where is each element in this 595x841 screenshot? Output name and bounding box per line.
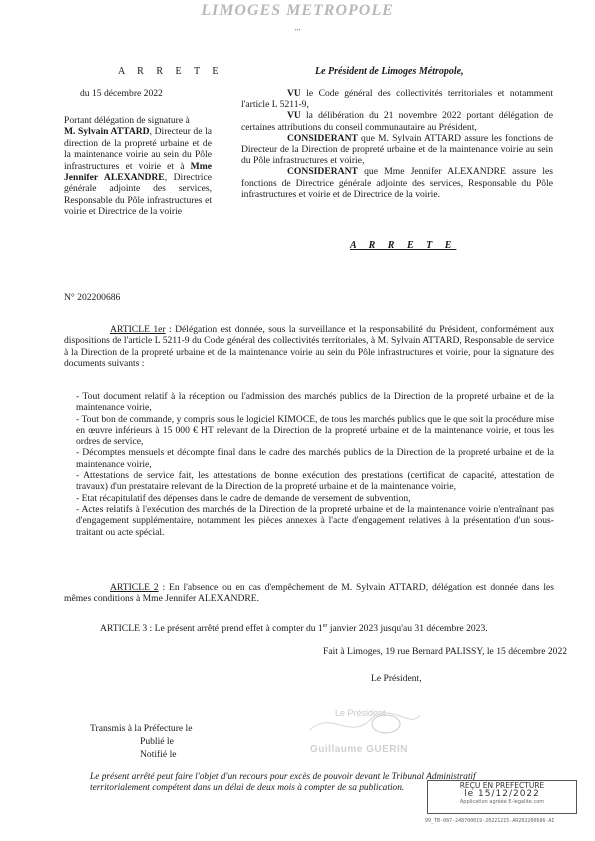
list-item: - Attestations de service fait, les attestations de bonne exécution des prestations (certificat de capacité, attestation de travaux) d'un prestataire relevant de la Direction de la propreté urbaine et de la maintenance voirie,: [76, 470, 554, 493]
considerant-label: CONSIDERANT: [287, 166, 358, 178]
considerant-text: que M. Sylvain ATTARD assure les fonctions de Directeur de la Direction de propreté urbaine et de la maintenance voirie au sein du Pôle infrastructures et voirie,: [241, 132, 553, 167]
arrete-heading-right: A R R E T E: [350, 240, 457, 251]
signature-stamp-label: Le Président: [335, 708, 386, 718]
place-and-date: Fait à Limoges, 19 rue Bernard PALISSY, le 15 décembre 2022: [323, 646, 568, 657]
article-1-label: ARTICLE 1er: [110, 324, 166, 335]
header-mark: •••: [294, 28, 301, 34]
article-3-sup: er: [322, 623, 328, 629]
person2-name: Mme Jennifer ALEXANDRE: [64, 160, 212, 184]
signatory-title: Le Président,: [371, 673, 422, 684]
article-1-text: : Délégation est donnée, sous la surveillance et la responsabilité du Président, conformément aux dispositions de l'article L 5211-9 du Code général des collectivités territoriales, à M. Sylvain ATTARD, Responsable de service à la Direction de la propreté urbaine et de la maintenance voirie au sein du Pôle infrastructures et voirie, pour la signature des documents suivants :: [64, 324, 554, 369]
delegation-summary: [64, 115, 212, 218]
president-title: Le Président de Limoges Métropole,: [315, 66, 464, 77]
visa-1: [241, 88, 553, 110]
decree-number: N° 202200686: [64, 292, 121, 303]
stamp-line-3: Application agréée E-legalite.com: [459, 799, 545, 805]
publie-line: Publié le: [140, 736, 174, 747]
article-2: [64, 582, 554, 605]
stamp-line-1: REÇU EN PREFECTURE: [459, 781, 545, 790]
article-2-label: ARTICLE 2: [110, 582, 159, 593]
appeal-notice: Le présent arrêté peut faire l'objet d'un recours pour excès de pouvoir devant le Tribunal Administratif territorialement compétent dans un délai de deux mois à compter de sa publication.: [90, 772, 476, 793]
considerant-text: que Mme Jennifer ALEXANDRE assure les fonctions de Directrice générale adjointe des services, Responsable du Pôle infrastructures et voirie et de Directrice de la voirie.: [241, 166, 553, 200]
visa-text: le Code général des collectivités territoriales et notamment l'article L 5211-9,: [241, 88, 553, 111]
considerant-label: CONSIDERANT: [287, 132, 358, 144]
list-item: - Tout bon de commande, y compris sous le logiciel KIMOCE, de tous les marchés publics que le que soit la procédure mise en œuvre inférieurs à 15 000 € HT relevant de la Direction de la propreté urbaine et de la maintenance voirie, et tous les ordres de service,: [76, 413, 554, 448]
signatory-name: Guillaume GUERIN: [310, 744, 409, 755]
transmission-block: [90, 722, 192, 761]
article-3-text-end: janvier 2023 jusqu'au 31 décembre 2023.: [327, 623, 488, 635]
article-3: [100, 621, 554, 635]
decree-date: du 15 décembre 2022: [80, 88, 163, 99]
visa-label: VU: [287, 110, 301, 122]
list-item: - Actes relatifs à l'exécution des marchés de la Direction de la propreté urbaine et de la maintenance voirie n'entraînant pas d'engagement supplémentaire, notamment les pièces annexes à l'acte d'engagement relatives à la présentation d'un sous-traitant ou acte spécial.: [76, 503, 554, 538]
list-item: - Etat récapitulatif des dépenses dans le cadre de demande de versement de subvention,: [76, 492, 411, 504]
prefecture-receipt-stamp: [427, 780, 577, 814]
acte-identifier: 99_TB-087-248700019-20221215-AR202200686-AI: [425, 818, 555, 824]
person1-name: M. Sylvain ATTARD: [64, 126, 150, 138]
visa-text: la délibération du 21 novembre 2022 portant délégation de certaines attributions du conseil communautaire au Président,: [241, 110, 553, 133]
person2-role: , Directrice générale adjointe des services, Responsable du Pôle infrastructures et voirie et Directrice de la voirie: [64, 172, 212, 218]
arrete-heading-left: A R R E T E: [118, 66, 224, 77]
stamp-date: le 15/12/2022: [464, 789, 540, 799]
document-header-title: LIMOGES METROPOLE: [201, 2, 394, 19]
visa-label: VU: [287, 88, 301, 99]
visas-block: [241, 88, 553, 200]
considerant-1: [241, 133, 553, 167]
delegated-documents-list: [76, 391, 554, 538]
article-2-text: : En l'absence ou en cas d'empêchement de M. Sylvain ATTARD, délégation est donnée dans les mêmes conditions à Mme Jennifer ALEXANDRE.: [64, 582, 554, 605]
article-3-text: ARTICLE 3 : Le présent arrêté prend effet à compter du 1: [100, 623, 323, 635]
list-item: - Tout document relatif à la réception ou l'admission des marchés publics de la Direction de la propreté urbaine et de la maintenance voirie,: [76, 391, 554, 414]
visa-2: [241, 110, 553, 132]
considerant-2: [241, 166, 553, 200]
notifie-line: Notifié le: [140, 749, 177, 760]
person1-role: , Directeur de la direction de la propreté urbaine et de la maintenance voirie au sein du Pôle infrastructures et voirie et à: [64, 126, 213, 172]
list-item: - Décomptes mensuels et décompte final dans le cadre des marchés publics de la Direction de la propreté urbaine et de la maintenance voirie,: [76, 447, 554, 470]
article-1: [64, 324, 554, 369]
delegation-intro: Portant délégation de signature à: [64, 115, 190, 126]
transmis-line: Transmis à la Préfecture le: [90, 723, 193, 734]
